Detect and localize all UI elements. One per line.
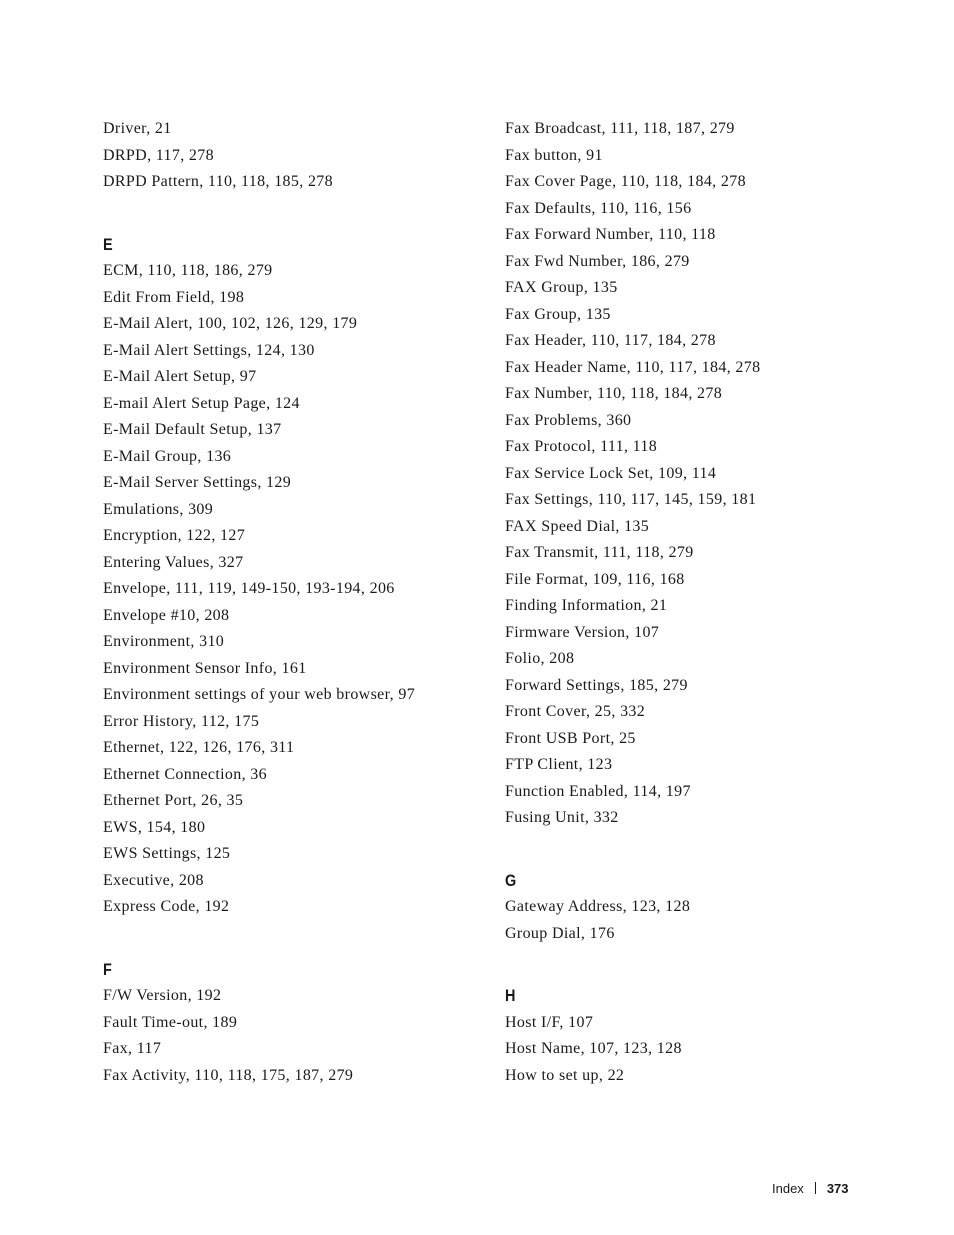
page-footer (772, 1180, 849, 1198)
index-entry: FAX Speed Dial, 135 (505, 517, 650, 535)
index-entry: Fax, 117 (103, 1040, 162, 1057)
index-entry: Host I/F, 107 (505, 1013, 594, 1031)
index-entry: ECM, 110, 118, 186, 279 (103, 262, 273, 279)
section-letter-g: G (505, 870, 517, 890)
index-entry: Fax Problems, 360 (505, 411, 632, 429)
index-entry: Group Dial, 176 (505, 924, 615, 942)
index-entry: Ethernet Port, 26, 35 (103, 792, 244, 809)
index-entry: E-Mail Alert Setup, 97 (103, 368, 257, 385)
index-entry: Entering Values, 327 (103, 553, 244, 571)
index-entry: Environment Sensor Info, 161 (103, 659, 307, 677)
index-section-f-continued (505, 116, 895, 832)
index-entry: Envelope #10, 208 (103, 606, 230, 624)
index-entry: Function Enabled, 114, 197 (505, 782, 691, 800)
index-entry: E-Mail Server Settings, 129 (103, 474, 292, 491)
index-entry: Firmware Version, 107 (505, 623, 660, 641)
index-entry: E-Mail Default Setup, 137 (103, 421, 282, 438)
index-entry: Finding Information, 21 (505, 597, 668, 614)
index-entry: EWS Settings, 125 (103, 845, 231, 862)
index-entry: Fax button, 91 (505, 146, 603, 164)
index-column-right (505, 116, 895, 1089)
index-entry: Environment, 310 (103, 633, 225, 650)
index-entry: Fax Group, 135 (505, 305, 611, 323)
section-letter-e: E (103, 234, 113, 254)
index-entry: Fusing Unit, 332 (505, 809, 619, 826)
index-entry: Executive, 208 (103, 871, 204, 889)
index-entries-continued (103, 116, 493, 196)
index-entry: Fax Cover Page, 110, 118, 184, 278 (505, 173, 746, 190)
index-entry: Ethernet, 122, 126, 176, 311 (103, 739, 295, 756)
index-section-f (103, 983, 493, 1089)
index-entry: Fault Time-out, 189 (103, 1013, 238, 1031)
index-entry: Fax Header, 110, 117, 184, 278 (505, 332, 716, 349)
index-entry: Encryption, 122, 127 (103, 527, 246, 544)
footer-section-label: Index (772, 1181, 804, 1196)
index-entry: Envelope, 111, 119, 149-150, 193-194, 206 (103, 580, 395, 597)
index-entry: Fax Service Lock Set, 109, 114 (505, 464, 717, 482)
index-entry: Fax Broadcast, 111, 118, 187, 279 (505, 120, 735, 137)
index-entry: DRPD, 117, 278 (103, 146, 214, 164)
index-entry: Front Cover, 25, 332 (505, 703, 646, 720)
index-entry: Ethernet Connection, 36 (103, 765, 268, 783)
index-entry: Emulations, 309 (103, 500, 214, 518)
footer-separator (815, 1182, 816, 1194)
index-entry: Fax Protocol, 111, 118 (505, 438, 658, 455)
index-entry: FAX Group, 135 (505, 279, 618, 296)
index-column-left (103, 116, 493, 1089)
index-entry: Error History, 112, 175 (103, 712, 260, 730)
index-section-h (505, 1010, 895, 1090)
index-entry: E-Mail Group, 136 (103, 447, 232, 465)
index-entry: Host Name, 107, 123, 128 (505, 1040, 682, 1057)
index-entry: Express Code, 192 (103, 898, 230, 915)
index-section-g (505, 894, 895, 947)
index-entry: EWS, 154, 180 (103, 818, 206, 836)
page-number: 373 (826, 1181, 849, 1196)
index-entry: Fax Header Name, 110, 117, 184, 278 (505, 358, 761, 376)
index-entry: FTP Client, 123 (505, 756, 613, 773)
index-entry: E-Mail Alert, 100, 102, 126, 129, 179 (103, 315, 358, 332)
index-entry: Fax Transmit, 111, 118, 279 (505, 544, 694, 561)
index-entry: Edit From Field, 198 (103, 288, 245, 306)
index-entry: How to set up, 22 (505, 1066, 625, 1084)
index-entry: E-mail Alert Setup Page, 124 (103, 394, 300, 412)
index-section-e (103, 258, 493, 921)
index-entry: Fax Activity, 110, 118, 175, 187, 279 (103, 1066, 354, 1084)
index-entry: Fax Defaults, 110, 116, 156 (505, 199, 692, 217)
index-entry: Front USB Port, 25 (505, 729, 636, 747)
section-letter-f: F (103, 959, 112, 979)
index-entry: File Format, 109, 116, 168 (505, 570, 685, 588)
index-entry: Fax Fwd Number, 186, 279 (505, 252, 690, 270)
index-entry: Forward Settings, 185, 279 (505, 676, 688, 694)
index-entry: Folio, 208 (505, 650, 575, 667)
index-entry: Fax Number, 110, 118, 184, 278 (505, 385, 723, 402)
index-entry: Environment settings of your web browser, 97 (103, 686, 416, 703)
index-entry: E-Mail Alert Settings, 124, 130 (103, 341, 315, 359)
index-entry: Fax Forward Number, 110, 118 (505, 226, 716, 243)
index-entry: DRPD Pattern, 110, 118, 185, 278 (103, 173, 334, 190)
index-entry: F/W Version, 192 (103, 987, 222, 1004)
index-entry: Gateway Address, 123, 128 (505, 898, 691, 915)
index-entry: Fax Settings, 110, 117, 145, 159, 181 (505, 491, 757, 508)
section-letter-h: H (505, 986, 516, 1005)
index-entry: Driver, 21 (103, 120, 172, 137)
